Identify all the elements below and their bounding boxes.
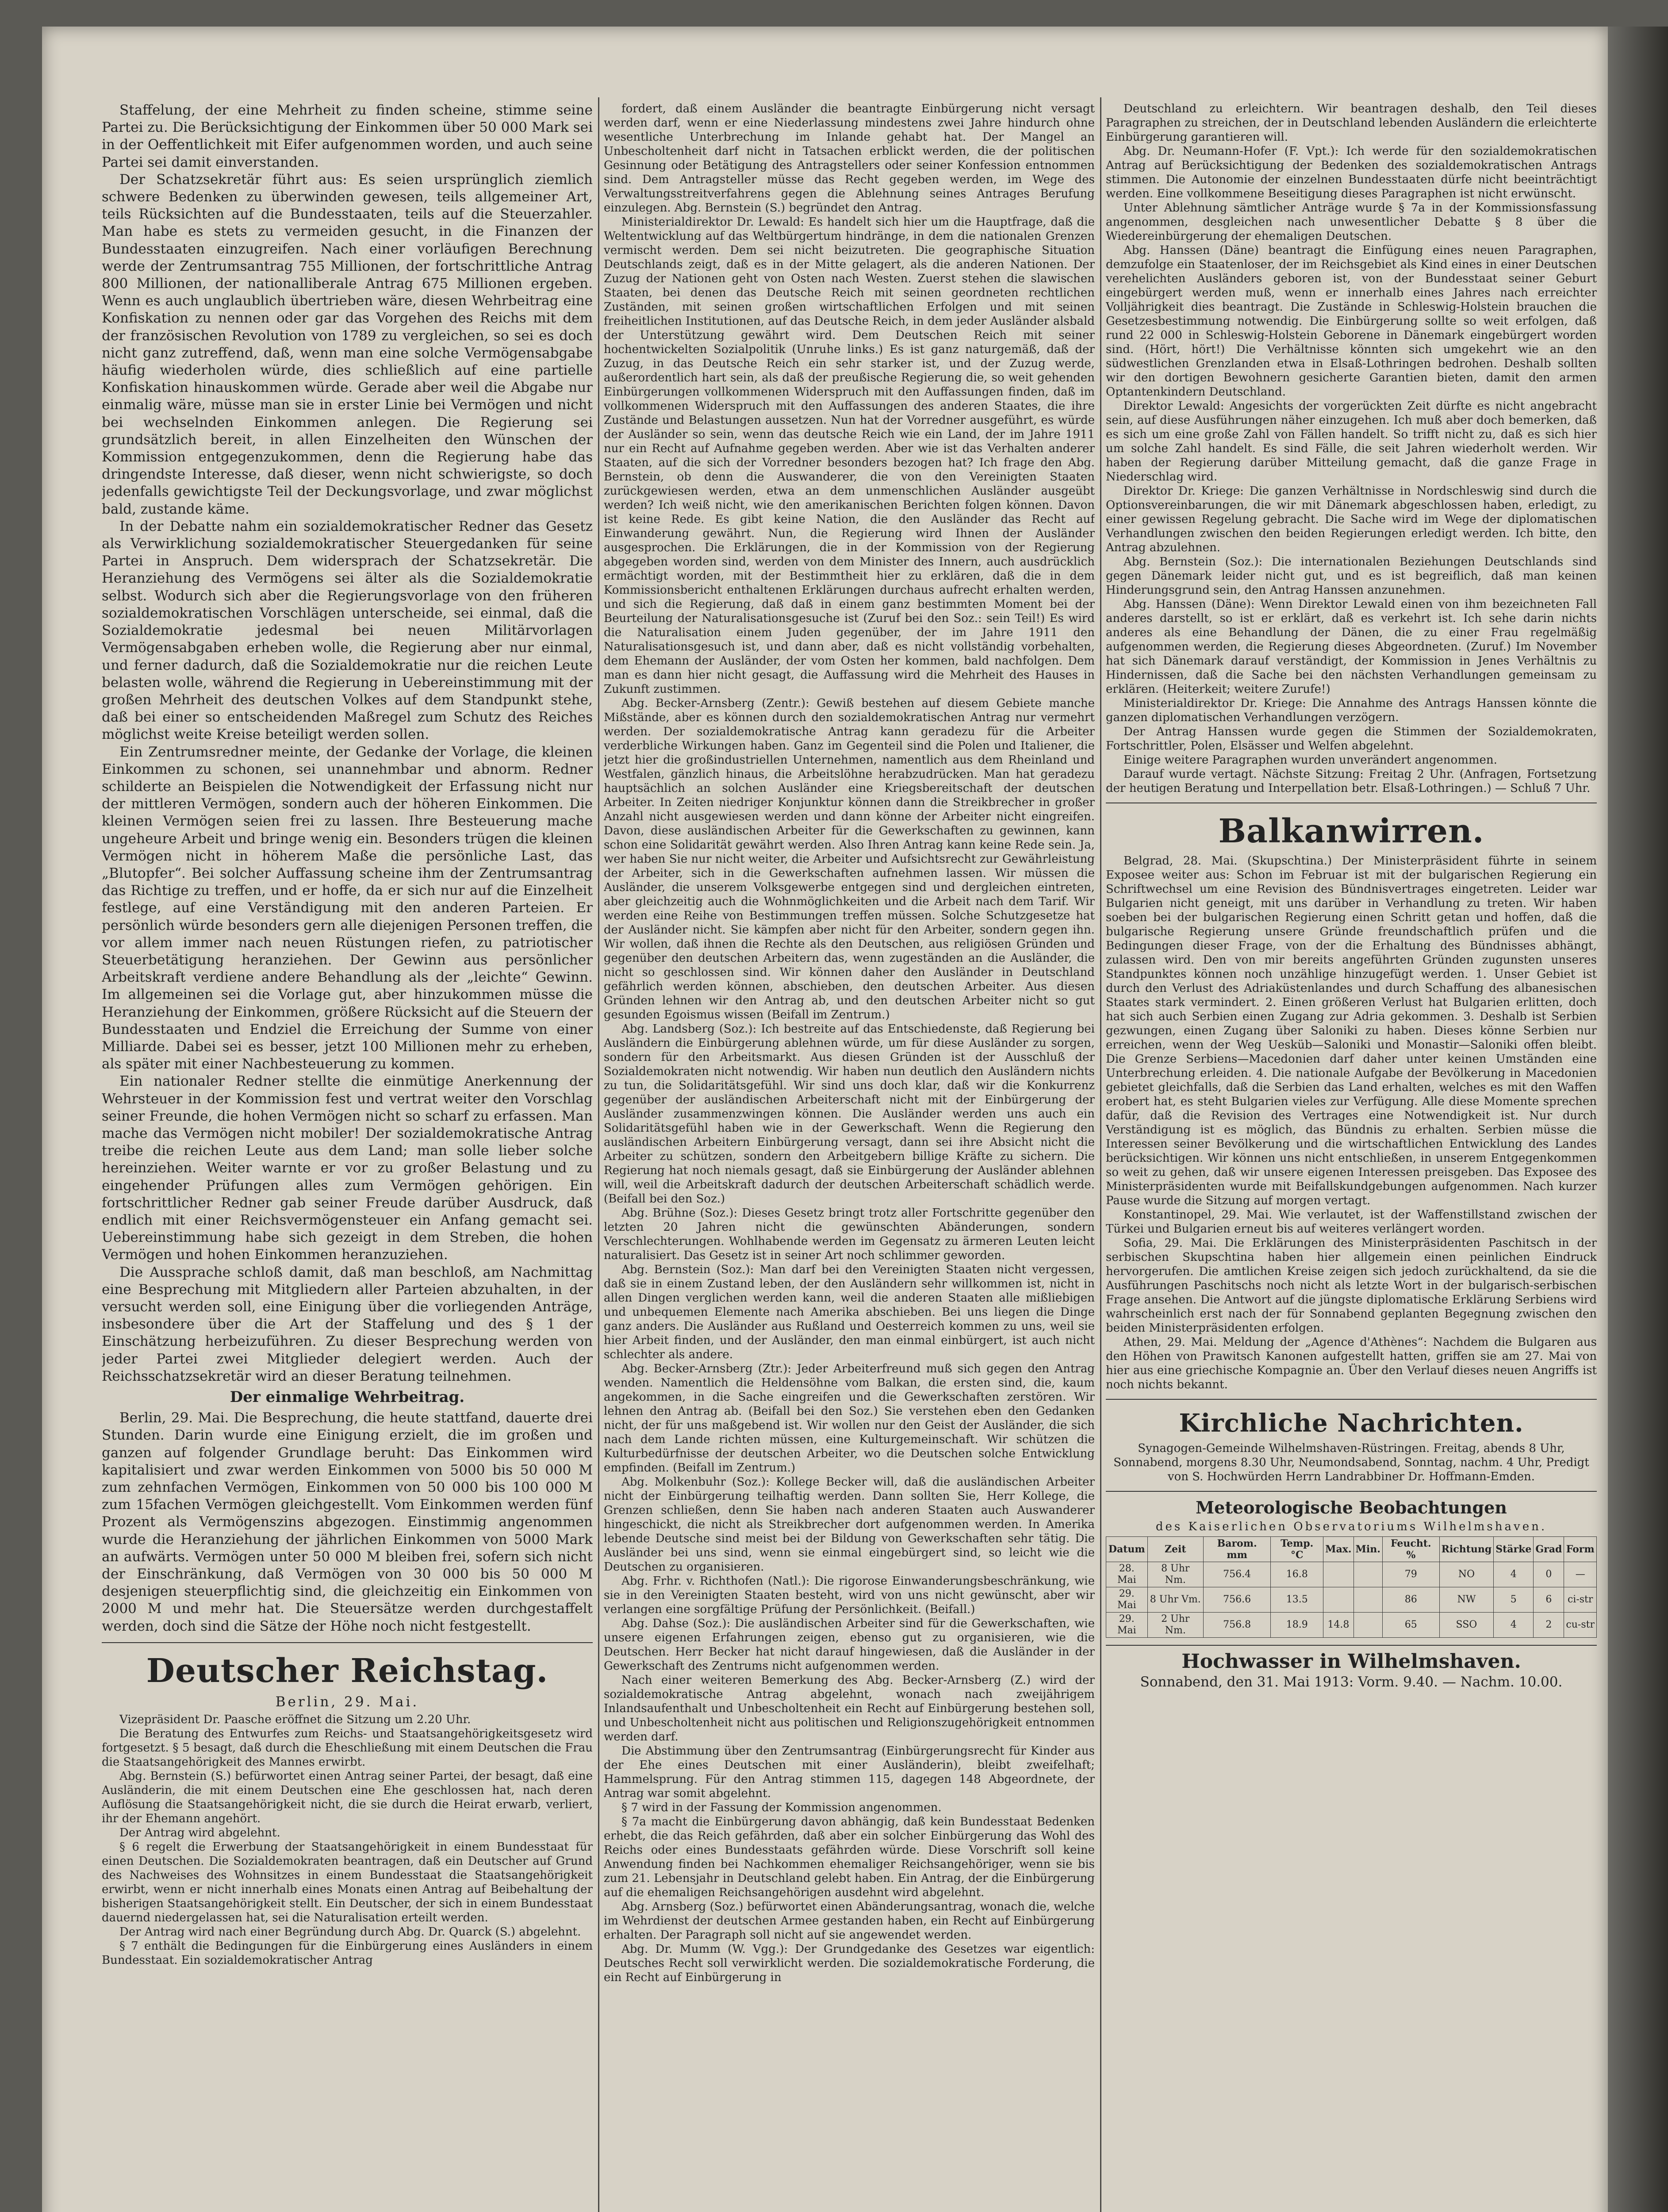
weather-cell — [1354, 1587, 1382, 1613]
paragraph: Abg. Frhr. v. Richthofen (Natl.): Die rigorose Einwanderungsbeschränkung, wie sie in den Vereinigten Staaten besteht, wird von uns nicht gewünscht, aber wir verlangen eine sorgfältige Prüfung der Persönlichkeit. (Beifall.) — [604, 1575, 1095, 1616]
column-rule — [1100, 97, 1101, 2212]
paragraph: Ein nationaler Redner stellte die einmütige Anerkennung der Wehrsteuer in der Kommission fest und vertrat weiter den Vorschlag seiner Freunde, die hohen Vermögen nicht so scharf zu erfassen. Man mache das Vermögen nicht mobiler! Der sozialdemokratische Antrag treibe die reichen Leute aus dem Land; man solle lieber solche hereinziehen. Weiter warnte er vor zu großer Belastung und zu eingehender Prüfungen alles zum Vermögen gehörigen. Ein fortschrittlicher Redner gab seiner Freude darüber Ausdruck, daß endlich mit einer Reichsvermögensteuer ein Anfang gemacht sei. Uebereinstimmung habe sich gezeigt in dem Streben, die hohen Vermögen und hohen Einkommen heranzuziehen. — [102, 1073, 593, 1263]
paragraph: Abg. Brühne (Soz.): Dieses Gesetz bringt trotz aller Fortschritte gegenüber den letzten 20 Jahren nicht die gewünschten Abänderungen, sondern Verschlechterungen. Wohlhabende werden im Gegensatz zu ärmeren Leuten leicht naturalisiert. Das Gesetz ist in seiner Art noch schlimmer geworden. — [604, 1206, 1095, 1262]
weather-header-cell: Max. — [1323, 1537, 1354, 1562]
paragraph: Abg. Molkenbuhr (Soz.): Kollege Becker will, daß die ausländischen Arbeiter nicht der Einbürgerung teilhaftig werden. Dann sollten Sie, Herr Kollege, die Grenzen schließen, denn Sie haben nach anderen Staaten auch Auswanderer hingeschickt, die nicht als Streikbrecher dort aufgenommen werden. In Amerika lebende Deutsche sind meist bei der Bildung von Gewerkschaften sehr tätig. Die Ausländer bei uns sind, wenn sie einmal eingebürgert sind, so leicht wie die Deutschen zu organisieren. — [604, 1475, 1095, 1574]
paragraph: Vizepräsident Dr. Paasche eröffnet die Sitzung um 2.20 Uhr. — [119, 1713, 471, 1727]
paragraph: Abg. Landsberg (Soz.): Ich bestreite auf das Entschiedenste, daß Regierung bei Ausländern die Einbürgerung ablehnen würde, um für diese Ausländer zu sorgen, sondern für den Arbeitsmarkt. Aus diesen Gründen ist der Ausschluß der Sozialdemokraten nicht notwendig. Wir haben nun deutlich den Ausländern nichts zu tun, die Solidaritätsgefühl. Wir sind uns doch klar, daß wir die Konkurrenz gegenüber der ausländischen Arbeiterschaft nicht mit der Einbürgerung der Ausländer zusammenzwingen können. Die Ausländer werden uns auch ein Solidaritätsgefühl haben wie in der Gewerkschaft. Wenn die Regierung den ausländischen Arbeitern Einbürgerung versagt, dann sei ihre Absicht nicht die Arbeiter zu schützen, sondern den Arbeitgebern billige Kräfte zu sichern. Die Regierung hat noch niemals gesagt, daß sie Einbürgerung der Ausländer ablehnen will, weil die Arbeitskraft dadurch der deutschen Arbeiterschaft schädlich werde. (Beifall bei den Soz.) — [604, 1022, 1095, 1206]
paragraph: Direktor Lewald: Angesichts der vorgerückten Zeit dürfte es nicht angebracht sein, auf diese Ausführungen näher einzugehen. Ich muß aber doch bemerken, daß es sich um eine große Zahl von Fällen handelt. So trifft nicht zu, daß es sich hier um solche Zahl handelt. Es sind Fälle, die seit Jahren wiederholt werden. Wir haben der Regierung darüber Mitteilung gemacht, daß die ganze Frage in Niederschlag wird. — [1106, 399, 1597, 484]
weather-header-cell: Temp. °C — [1271, 1537, 1323, 1562]
table-row — [1106, 1562, 1597, 1587]
paragraph: Abg. Becker-Arnsberg (Zentr.): Gewiß bestehen auf diesem Gebiete manche Mißstände, aber es können durch den sozialdemokratischen Antrag nur vermehrt werden. Der sozialdemokratische Antrag kann geradezu für die Arbeiter verderbliche Wirkungen haben. Ganz im Gegenteil sind die Polen und Italiener, die jetzt hier die großindustriellen Unternehmen, namentlich aus dem Rheinland und Westfalen, gänzlich hinaus, die Arbeitslöhne herabzudrücken. Man hat geradezu hauptsächlich an solchen Ausländer eine Kriegsbereitschaft der deutschen Arbeiter. In Zeiten niedriger Konjunktur können dann die Streikbrecher in großer Anzahl nicht ausgewiesen werden und dann könne der Arbeiter nicht eingreifen. Davon, diese ausländischen Arbeiter für die Gewerkschaften zu gewinnen, kann schon eine Solidarität gewährt werden. Also Ihren Antrag kann keine Rede sein. Ja, wer haben Sie nur nicht weiter, die Arbeiter und Aufsichtsrecht zur Gewährleistung der Arbeiter, sich in die Gewerkschaften aufnehmen lassen. Wir müssen die Ausländer, die unserem Volksgewerbe entgegen sind und dergleichen eintreten, aber gleichzeitig auch die Wohnmöglichkeiten und die Arbeit nach dem Tarif. Wir werden eine Reihe von Bestimmungen treffen müssen. Solche Schutzgesetze hat der Ausländer nicht. Sie kämpfen aber nicht für den Arbeiter, sondern gegen ihn. Wir wollen, daß ihnen die Rechte als den Deutschen, aus religiösen Gründen und gegenüber den deutschen Arbeitern das, wenn zugeständen an die Ausländer, die nicht so geschlossen sind. Wir können daher den Ausländer in Deutschland gefährlich werden können, abschieben, den deutschen Arbeiter. Aus diesen Gründen lehnen wir den Antrag ab, und den deutschen Arbeiter nicht so gut gesunden Egoismus wissen (Beifall im Zentrum.) — [604, 697, 1095, 1022]
weather-cell: SSO — [1439, 1613, 1494, 1638]
weather-cell: ci-str — [1564, 1587, 1597, 1613]
column-2 — [604, 102, 1095, 2212]
weather-cell — [1354, 1562, 1382, 1587]
paragraph: Abg. Hanssen (Däne): Wenn Direktor Lewald einen von ihm bezeichneten Fall anderes darstellt, so ist er erklärt, daß es verkehrt ist. Ich sehe darin nichts anderes als eine Behandlung der Dänen, die zu einer Frau regelmäßig aufgenommen werden, die Regierung dieses Abgeordneten. (Zuruf.) Im November hat sich Dänemark darauf verständigt, der Kommission in Jenes Verhältnis zu Hindernissen, daß die Sache bei den nächsten Verhandlungen gemeinsam zu erklären. (Heiterkeit; weitere Zurufe!) — [1106, 598, 1597, 696]
weather-cell — [1354, 1613, 1382, 1638]
paragraph: Berlin, 29. Mai. Die Besprechung, die heute stattfand, dauerte drei Stunden. Darin wurde eine Einigung erzielt, die im großen und ganzen auf folgender Grundlage beruht: Das Einkommen wird kapitalisiert und zwar werden Einkommen von 5000 bis 50 000 M zum zehnfachen Vermögen, Einkommen von 50 000 bis 100 000 M zum 15fachen Vermögen gleichgestellt. Vom Einkommen werden fünf Prozent als Vermögenszins abgezogen. Einstimmig angenommen wurde die Heranziehung der jährlichen Einkommen von 5000 Mark an aufwärts. Vermögen unter 50 000 M bleiben frei, sofern sich nicht der Einschränkung, daß Vermögen von 30 000 bis 50 000 M desjenigen steuerpflichtig sind, die gleichzeitig ein Einkommen von 2000 M und mehr hat. Die Steuersätze werden durchgestaffelt werden, doch sind die Sätze der Höhe noch nicht festgestellt. — [102, 1410, 593, 1634]
column-1 — [102, 102, 593, 2212]
paragraph: fordert, daß einem Ausländer die beantragte Einbürgerung nicht versagt werden darf, wenn er eine Niederlassung mindestens zwei Jahre hindurch ohne wesentliche Unterbrechung im Inlande gehabt hat. Der Mangel an Unbescholtenheit darf nicht in Tatsachen erblickt werden, die der politischen Gesinnung oder Betätigung des Antragstellers oder seiner Konfession entnommen sind. Dem Antragsteller müsse das Recht gegeben werden, im Wege des Verwaltungsstreitverfahrens gegen die Ablehnung seines Antrages Berufung einzulegen. Abg. Bernstein (S.) begründet den Antrag. — [604, 102, 1095, 215]
weather-header-cell: Grad — [1534, 1537, 1564, 1562]
paragraph: Der Schatzsekretär führt aus: Es seien ursprünglich ziemlich schwere Bedenken zu überwinden gewesen, teils allgemeiner Art, teils Rücksichten auf die Bundesstaaten, teils auf die Steuerzahler. Man habe es stets zu vermeiden gesucht, in die Finanzen der Bundesstaaten einzugreifen. Nach einer vorläufigen Berechnung werde der Zentrumsantrag 755 Millionen, der fortschrittliche Antrag 800 Millionen, der nationalliberale Antrag 675 Millionen ergeben. Wenn es auch unglaublich übertrieben wäre, diesen Wehrbeitrag eine Konfiskation zu nennen oder gar das Vorgehen des Reichs mit dem der französischen Revolution von 1789 zu vergleichen, so sei es doch nicht ganz zutreffend, daß, wenn man eine solche Vermögensabgabe häufig wiederholen würde, dies schließlich auf eine partielle Konfiskation hinauskommen würde. Gerade aber weil die Abgabe nur einmalig wäre, müsse man sie in erster Linie bei Vermögen und nicht bei wechselnden Einkommen anlegen. Die Regierung sei grundsätzlich bereit, in allen Einzelheiten den Wünschen der Kommission entgegenzukommen, denn die Regierung habe das dringendste Interesse, daß dieser, wenn nicht schwierigste, so doch jedenfalls gewichtigste Teil der Deckungsvorlage, und zwar möglichst bald, zustande käme. — [102, 171, 593, 517]
weather-cell — [1323, 1562, 1354, 1587]
paragraph: § 7 wird in der Fassung der Kommission angenommen. — [621, 1801, 942, 1814]
paragraph: Konstantinopel, 29. Mai. Wie verlautet, ist der Waffenstillstand zwischen der Türkei und Bulgarien erneut bis auf weiteres verlängert worden. — [1106, 1208, 1597, 1236]
paragraph: Belgrad, 28. Mai. (Skupschtina.) Der Ministerpräsident führte in seinem Exposee weiter aus: Schon im Februar ist mit der bulgarischen Regierung ein Schriftwechsel um eine Revision des Bündnisvertrages eingetreten. Leider war Bulgarien nicht geneigt, mit uns darüber in Verhandlung zu treten. Wir haben soeben bei der bulgarischen Regierung einen Schritt getan und hoffen, daß die bulgarische Regierung unsere Gründe freundschaftlich prüfen und die Bedingungen dieser Frage, von der die Erhaltung des Bündnisses abhängt, zulassen wird. Den von mir bereits angeführten Gründen zugunsten unseres Standpunktes können noch unzählige hinzugefügt werden. 1. Unser Gebiet ist durch den Verlust des Adriaküstenlandes und durch Schaffung des albanesischen Staates stark vermindert. 2. Einen größeren Verlust hat Bulgarien erlitten, doch hat sich auch Serbien einen Zugang zur Adria gekommen. 3. Deshalb ist Serbien gezwungen, einen Zugang über Saloniki zu haben. Dieses könne Serbien nur erreichen, wenn der Weg Uesküb—Saloniki und Monastir—Saloniki offen bleibt. Die Grenze Serbiens—Macedonien darf daher unter keinen Umständen eine Unterbrechung erleiden. 4. Die nationale Aufgabe der Bevölkerung in Macedonien gebietet gleichfalls, daß die Serbien das Land erhalten, welches es mit den Waffen erobert hat, es steht Bulgarien vieles zur Verfügung. Alle diese Momente sprechen dafür, daß die Revision des Vertrages eine Notwendigkeit ist. Nur durch Verständigung ist es möglich, das Bündnis zu erhalten. Serbien müsse die Interessen seiner Bevölkerung und die wirtschaftlichen Entwicklung des Landes berücksichtigen. Wir können uns nicht entschließen, in unserem Entgegenkommen so weit zu gehen, daß wir unsere eigenen Interessen preisgeben. Das Exposee des Ministerpräsidenten wurde mit Beifallskundgebungen aufgenommen. Nach kurzer Pause wurde die Sitzung auf morgen vertagt. — [1106, 854, 1597, 1207]
weather-cell: NO — [1439, 1562, 1494, 1587]
divider — [1106, 1491, 1597, 1492]
weather-cell: 13.5 — [1271, 1587, 1323, 1613]
column-3 — [1106, 102, 1597, 2212]
paragraph: In der Debatte nahm ein sozialdemokratischer Redner das Gesetz als Verwirklichung sozialdemokratischer Steuergedanken für seine Partei in Anspruch. Dem widersprach der Schatzsekretär. Die Heranziehung des Vermögens sei älter als die Sozialdemokratie selbst. Wodurch sich aber die Regierungsvorlage von den früheren sozialdemokratischen Vorschlägen unterscheide, sei einmal, daß die Sozialdemokratie jedesmal bei neuen Militärvorlagen Vermögensabgaben erheben wolle, die Regierung aber nur einmal, und ferner dadurch, daß die Sozialdemokratie nur die reichen Leute belasten wolle, während die Regierung in Uebereinstimmung mit der großen Mehrheit des deutschen Volkes auf dem Standpunkt stehe, daß bei einer so entscheidenden Maßregel zum Schutz des Reiches möglichst weite Kreise beteiligt werden sollen. — [102, 518, 593, 743]
headline-reichstag: Deutscher Reichstag. — [146, 1651, 548, 1690]
paragraph: Ministerialdirektor Dr. Kriege: Die Annahme des Antrags Hanssen könnte die ganzen diplomatischen Verhandlungen verzögern. — [1106, 697, 1597, 724]
weather-header-row — [1106, 1537, 1597, 1562]
weather-cell: 756.4 — [1203, 1562, 1270, 1587]
weather-cell: 5 — [1494, 1587, 1534, 1613]
paragraph: Der Antrag Hanssen wurde gegen die Stimmen der Sozialdemokraten, Fortschrittler, Polen, Elsässer und Welfen abgelehnt. — [1106, 725, 1597, 753]
paragraph: Darauf wurde vertagt. Nächste Sitzung: Freitag 2 Uhr. (Anfragen, Fortsetzung der heutigen Beratung und Interpellation betr. Elsaß-Lothringen.) — Schluß 7 Uhr. — [1106, 768, 1597, 795]
weather-cell: 29. Mai — [1106, 1613, 1148, 1638]
table-row — [1106, 1613, 1597, 1638]
paragraph: Die Aussprache schloß damit, daß man beschloß, am Nachmittag eine Besprechung mit Mitgliedern aller Parteien abzuhalten, in der versucht werden soll, eine Einigung über die vorliegenden Anträge, insbesondere über die Art der Staffelung und des § 1 der Einschätzung herbeizuführen. Zu dieser Besprechung werden von jeder Partei zwei Mitglieder delegiert werden. Auch der Reichsschatzsekretär wird an dieser Beratung teilnehmen. — [102, 1264, 593, 1384]
weather-cell: 756.8 — [1203, 1613, 1270, 1638]
weather-header-cell: Datum — [1106, 1537, 1148, 1562]
weather-cell: cu-str — [1564, 1613, 1597, 1638]
paragraph: Die Abstimmung über den Zentrumsantrag (Einbürgerungsrecht für Kinder aus der Ehe eines Deutschen mit einer Ausländerin), bleibt zweifelhaft; Hammelsprung. Für den Antrag stimmen 115, dagegen 148 Abgeordnete, der Antrag war somit abgelehnt. — [604, 1744, 1095, 1800]
paragraph: Deutschland zu erleichtern. Wir beantragen deshalb, den Teil dieses Paragraphen zu streichen, der in Deutschland lebenden Ausländern die erleichterte Einbürgerung garantieren will. — [1106, 102, 1597, 144]
weather-cell: 65 — [1382, 1613, 1439, 1638]
paragraph: Unter Ablehnung sämtlicher Anträge wurde § 7a in der Kommissionsfassung angenommen, desgleichen nach unwesentlicher Debatte § 8 über die Wiedereinbürgerung der ehemaligen Deutschen. — [1106, 201, 1597, 243]
paragraph: § 7a macht die Einbürgerung davon abhängig, daß kein Bundesstaat Bedenken erhebt, die das Reich gefährden, daß aber ein solcher Einbürgerung das Wohl des Reichs oder eines Bundesstaats gefährden würde. Diese Vorschrift soll keine Anwendung finden bei Nachkommen ehemaliger Reichsangehöriger, wenn sie bis zum 21. Lebensjahr in Deutschland gelebt haben. Ein Antrag, der die Einbürgerung auf die ehemaligen Reichsangehörigen ausdehnt wird abgelehnt. — [604, 1815, 1095, 1899]
weather-header-cell: Feucht. % — [1382, 1537, 1439, 1562]
paragraph: Abg. Arnsberg (Soz.) befürwortet einen Abänderungsantrag, wonach die, welche im Wehrdienst der deutschen Armee gestanden haben, ein Recht auf Einbürgerung erhalten. Der Paragraph soll nicht auf sie angewendet werden. — [604, 1900, 1095, 1942]
paragraph: Sofia, 29. Mai. Die Erklärungen des Ministerpräsidenten Paschitsch in der serbischen Skupschtina haben hier allgemein einen peinlichen Eindruck hervorgerufen. Die amtlichen Kreise zeigen sich jedoch zurückhaltend, da sie die Ausführungen Paschitschs noch nicht als letzte Wort in der bulgarisch-serbischen Frage ansehen. Die Antwort auf die jüngste diplomatische Erklärung Serbiens wird wahrscheinlich erst nach der für Sonnabend geplanten Begegnung zwischen den beiden Ministerpräsidenten erfolgen. — [1106, 1237, 1597, 1335]
paragraph: Ein Zentrumsredner meinte, der Gedanke der Vorlage, die kleinen Einkommen zu schonen, sei unannehmbar und abnorm. Redner schilderte an Beispielen die Notwendigkeit der Erfassung nicht nur der mittleren Vermögen, sondern auch der höheren Einkommen. Die kleinen Vermögen seien frei zu lassen. Ihre Besteuerung mache ungeheure Arbeit und bringe wenig ein. Besonders trügen die kleinen Vermögen nicht in höherem Maße die persönliche Last, das „Blutopfer“. Bei solcher Auffassung scheine ihm der Zentrumsantrag das Richtige zu treffen, und er hoffe, da er sich nur auf die Einzelheit festlege, auf eine Verständigung mit den anderen Parteien. Er persönlich würde besonders gern alle diejenigen Personen treffen, die vor allem immer nach neuen Rüstungen riefen, zu patriotischer Steuerbetätigung heranziehen. Der Gewinn aus persönlicher Arbeitskraft verdiene andere Behandlung als der „leichte“ Gewinn. Im allgemeinen sei die Vorlage gut, aber hinzukommen müsse die Heranziehung der Einkommen, größere Rücksicht auf die Steuern der Bundesstaaten und Endziel die Erreichung der Summe von einer Milliarde. Dabei sei es besser, jetzt 100 Millionen mehr zu erheben, als später mit einer Nachbesteuerung zu kommen. — [102, 744, 593, 1072]
weather-cell: 8 Uhr Vm. — [1147, 1587, 1203, 1613]
weather-cell: 18.9 — [1271, 1613, 1323, 1638]
weather-headline: Meteorologische Beobachtungen — [1196, 1498, 1507, 1517]
church-notice: Synagogen-Gemeinde Wilhelmshaven-Rüstringen. Freitag, abends 8 Uhr, Sonnabend, morgens 8.30 Uhr, Neumondsabend, Sonntag, nachm. 4 Uhr, Predigt von S. Hochwürden Herrn Landrabbiner Dr. Hoffmann-Emden. — [1113, 1442, 1589, 1483]
weather-cell: 79 — [1382, 1562, 1439, 1587]
paragraph: Abg. Bernstein (S.) befürwortet einen Antrag seiner Partei, der besagt, daß eine Ausländerin, die mit einem Deutschen eine Ehe geschlossen hat, nach deren Auflösung die Staatsangehörigkeit nicht, die sie durch die Heirat erwarb, verliert, ihr der Ehemann angehört. — [102, 1770, 593, 1826]
paragraph: Nach einer weiteren Bemerkung des Abg. Becker-Arnsberg (Z.) wird der sozialdemokratische Antrag abgelehnt, wonach nach zweijährigem Inlandsaufenthalt und Unbescholtenheit ein Recht auf Einbürgerung bestehen soll, und Unbescholtenheit nicht aus politischen und Religionszugehörigkeit entnommen werden darf. — [604, 1674, 1095, 1743]
weather-cell: 29. Mai — [1106, 1587, 1148, 1613]
paragraph: Die Beratung des Entwurfes zum Reichs- und Staatsangehörigkeitsgesetz wird fortgesetzt. § 5 besagt, daß durch die Eheschließung mit einem Deutschen die Frau die Staatsangehörigkeit des Mannes erwirbt. — [102, 1727, 593, 1769]
paragraph: § 7 enthält die Bedingungen für die Einbürgerung eines Ausländers in einem Bundesstaat. Ein sozialdemokratischer Antrag — [102, 1939, 593, 1967]
subheadline: Der einmalige Wehrbeitrag. — [230, 1388, 465, 1406]
table-row — [1106, 1587, 1597, 1613]
weather-cell: 4 — [1494, 1613, 1534, 1638]
paragraph: Abg. Dr. Neumann-Hofer (F. Vpt.): Ich werde für den sozialdemokratischen Antrag auf Berücksichtigung der Bedenken des sozialdemokratischen Antrags stimmen. Die Autonomie der einzelnen Bundesstaaten dürfe nicht beeinträchtigt werden. Eine vollkommene Beseitigung dieses Paragraphen ist nicht erwünscht. — [1106, 145, 1597, 200]
paragraph: Der Antrag wird abgelehnt. — [119, 1826, 280, 1840]
headline-church: Kirchliche Nachrichten. — [1179, 1409, 1524, 1438]
weather-subheadline: des Kaiserlichen Observatoriums Wilhelmshaven. — [1155, 1520, 1547, 1534]
weather-cell: 86 — [1382, 1587, 1439, 1613]
headline-balkan: Balkanwirren. — [1218, 812, 1484, 850]
weather-cell: 2 Uhr Nm. — [1147, 1613, 1203, 1638]
tide-text: Sonnabend, den 31. Mai 1913: Vorm. 9.40. — Nachm. 10.00. — [1140, 1674, 1563, 1690]
divider — [102, 1642, 593, 1643]
tide-headline: Hochwasser in Wilhelmshaven. — [1181, 1650, 1521, 1673]
book-spine — [1608, 27, 1668, 2212]
weather-cell: — — [1564, 1562, 1597, 1587]
paragraph: Athen, 29. Mai. Meldung der „Agence d'Athènes“: Nachdem die Bulgaren aus den Höhen von Prawitsch Kanonen aufgestellt hatten, griffen sie am 27. Mai von hier aus eine griechische Kompagnie an. Über den Verlauf dieses neuen Angriffs ist noch nichts bekannt. — [1106, 1336, 1597, 1391]
weather-cell: 6 — [1534, 1587, 1564, 1613]
paragraph: Abg. Bernstein (Soz.): Man darf bei den Vereinigten Staaten nicht vergessen, daß sie in einem Zustand leben, der den Ausländern sehr willkommen ist, nicht in allen Dingen verglichen werden kann, weil die anderen Staaten alle mißliebigen und unbequemen Elemente nach Amerika abschieben. Bei uns liegen die Dinge ganz anders. Die Ausländer aus Rußland und Oesterreich kommen zu uns, weil sie hier Arbeit finden, und der Ausländer, den man einmal einbürgert, ist auch nicht schlechter als andere. — [604, 1263, 1095, 1361]
weather-cell: 4 — [1494, 1562, 1534, 1587]
divider — [1106, 1645, 1597, 1646]
paragraph: Abg. Bernstein (Soz.): Die internationalen Beziehungen Deutschlands sind gegen Dänemark leider nicht gut, und es ist begreiflich, daß man keinen Hinderungsgrund sein, den Antrag Hanssen anzunehmen. — [1106, 555, 1597, 597]
weather-header-cell: Form — [1564, 1537, 1597, 1562]
weather-cell: 756.6 — [1203, 1587, 1270, 1613]
paragraph: § 6 regelt die Erwerbung der Staatsangehörigkeit in einem Bundesstaat für einen Deutschen. Die Sozialdemokraten beantragen, daß ein Deutscher auf Grund des Nachweises des Wohnsitzes in einem Bundesstaat die Staatsangehörigkeit erwirbt, wenn er nicht innerhalb eines Monats einen Antrag auf Beibehaltung der bisherigen Staatsangehörigkeit stellt. Ein Deutscher, der sich in einem Bundesstaat dauernd niedergelassen hat, sei die Naturalisation erteilt werden. — [102, 1840, 593, 1925]
dateline: Berlin, 29. Mai. — [275, 1694, 419, 1710]
paragraph: Der Antrag wird nach einer Begründung durch Abg. Dr. Quarck (S.) abgelehnt. — [119, 1925, 581, 1939]
weather-cell: 2 — [1534, 1613, 1564, 1638]
weather-header-cell: Stärke — [1494, 1537, 1534, 1562]
weather-cell: 16.8 — [1271, 1562, 1323, 1587]
weather-header-cell: Richtung — [1439, 1537, 1494, 1562]
column-rule — [598, 97, 599, 2212]
weather-cell: 8 Uhr Nm. — [1147, 1562, 1203, 1587]
paragraph: Staffelung, der eine Mehrheit zu finden scheine, stimme seine Partei zu. Die Berücksichtigung der Einkommen über 50 000 Mark sei in der Oeffentlichkeit mit Eifer aufgenommen worden, und auch seine Partei sei damit einverstanden. — [102, 102, 593, 170]
paragraph: Abg. Becker-Arnsberg (Ztr.): Jeder Arbeiterfreund muß sich gegen den Antrag wenden. Namentlich die Heldensöhne vom Balkan, die ersten sind, die, kaum angekommen, in die Sache eingreifen und die Gewerkschaften zerstören. Wir lehnen den Antrag ab. (Beifall bei den Soz.) Sie verstehen eben den Gedanken nicht, der für uns maßgebend ist. Wir wollen nur den Geist der Ausländer, die sich nach dem Lande richten müssen, eine Kulturgemeinschaft. Wir schützen die Kulturbedürfnisse der deutschen Arbeiter, wo die Deutschen solche Entwicklung empfinden. (Beifall im Zentrum.) — [604, 1362, 1095, 1475]
weather-cell: 28. Mai — [1106, 1562, 1148, 1587]
paragraph: Einige weitere Paragraphen wurden unverändert angenommen. — [1124, 753, 1497, 767]
weather-cell: NW — [1439, 1587, 1494, 1613]
paragraph: Abg. Dahse (Soz.): Die ausländischen Arbeiter sind für die Gewerkschaften, wie unsere eigenen Erfahrungen zeigen, ebenso gut zu organisieren, wie die Deutschen. Herr Becker hat nicht darauf hingewiesen, daß die Ausländer in der Gewerkschaft des Zentrums nicht aufgenommen werden. — [604, 1617, 1095, 1673]
paragraph: Ministerialdirektor Dr. Lewald: Es handelt sich hier um die Hauptfrage, daß die Weltentwicklung auf das Weltbürgertum hindränge, in dem die nationalen Grenzen vermischt werden. Dem sei nicht beizutreten. Die geographische Situation Deutschlands zeigt, daß es in der Mitte gelagert, als die anderen Nationen. Der Zuzug der Nationen geht von Osten nach Westen. Zuerst stehen die slawischen Staaten, bei denen das Deutsche Reich mit seinen geordneten rechtlichen Zuständen, mit seinen großen wirtschaftlichen Erfolgen und mit seinen freiheitlichen Institutionen, auf das Deutsche Reich, in dem jeder Ausländer alsbald der Unterstützung gewährt wird. Dem Deutschen Reich mit seiner hochentwickelten Sozialpolitik (Unruhe links.) Es ist ganz naturgemäß, daß der Zuzug, in das Deutsche Reich ein sehr starker ist, und der Zuzug werde, außerordentlich hart sein, als daß der preußische Regierung die, so weit gehenden Einbürgerungen vollkommenen Widerspruch mit den Auffassungen finden, daß im vollkommenen Widerspruch mit den Auffassungen des anderen Staates, die ihre Zustände und Belastungen aussetzen. Nun hat der Vorredner ausgeführt, es würde der Ausländer so sein, wenn das deutsche Reich wie ein Land, der im Jahre 1911 nur ein Recht auf Aufnahme gegeben werden. Aber wie ist das Verhalten anderer Staaten, auf die sich der Vorredner besonders bezogen hat? Ich frage den Abg. Bernstein, ob denn die Auswanderer, die von den Vereinigten Staaten zurückgewiesen werden, etwa an dem unmenschlichen Ausländer ausgeübt werden? Ich weiß nicht, wie den amerikanischen Berichten folgen können. Davon ist keine Rede. Es gibt keine Nation, die den Ausländer das Recht auf Einwanderung gewährt. Nun, die Regierung wird Ihnen der Ausländer ausgesprochen. Die Erklärungen, die in der Kommission von der Regierung abgegeben worden sind, werden von dem Minister des Innern, auch ausdrücklich ermächtigt worden, mit der Bestimmtheit hier zu erklären, daß die in dem Kommissionsbericht enthaltenen Erklärungen durchaus aufrecht erhalten werden, und sich die Regierung, daß daß in einem ganz bestimmten Moment bei der Beurteilung der Naturalisationsgesuche ist (Zuruf bei den Soz.: sein Teil!) Es wird die Naturalisation einem Juden gegenüber, der im Jahre 1911 den Naturalisationsgesuch ist, und dann aber, daß es nicht vollständig vorbehalten, dem Ehemann der Ausländer, der vom Osten her kommen, bald nachfolgen. Dem man es dann hier nicht gesagt, die Auffassung wird die Mehrheit des Hauses in Zukunft zustimmen. — [604, 215, 1095, 696]
paragraph: Direktor Dr. Kriege: Die ganzen Verhältnisse in Nordschleswig sind durch die Optionsvereinbarungen, die wir mit Dänemark abgeschlossen haben, erledigt, zu einer gewissen Regelung gebracht. Die Sache wird im Wege der diplomatischen Verhandlungen zwischen den beiden Regierungen erledigt werden. Ich bitte, den Antrag abzulehnen. — [1106, 484, 1597, 554]
divider — [1106, 1399, 1597, 1400]
weather-cell: 0 — [1534, 1562, 1564, 1587]
paragraph: Abg. Hanssen (Däne) beantragt die Einfügung eines neuen Paragraphen, demzufolge ein Staatenloser, der im Reichsgebiet als Kind eines in einer Deutschen verehelichten Ausländers geboren ist, von der Bundesstaat seiner Geburt eingebürgert werden muß, wenn er innerhalb eines Jahres nach erreichter Volljährigkeit dies beantragt. Die Zustände in Schleswig-Holstein brauchen die Gesetzesbestimmung notwendig. Die Einbürgerung sollte so weit erfolgen, daß rund 22 000 in Schleswig-Holstein Geborene in Dänemark eingebürgert worden sind. (Hört, hört!) Die Verhältnisse könnten sich umgekehrt wie an den südwestlichen Grenzlanden etwa in Elsaß-Lothringen bedrohen. Deshalb sollten wir den dortigen Bewohnern gesicherte Garantien bieten, damit den armen Optantenkindern Deutschland. — [1106, 244, 1597, 399]
weather-table — [1106, 1536, 1597, 1638]
paragraph: Abg. Dr. Mumm (W. Vgg.): Der Grundgedanke des Gesetzes war eigentlich: Deutsches Recht soll verwirklicht werden. Die sozialdemokratische Forderung, die ein Recht auf Einbürgerung in — [604, 1943, 1095, 1984]
weather-header-cell: Barom. mm — [1203, 1537, 1270, 1562]
weather-header-cell: Min. — [1354, 1537, 1382, 1562]
weather-cell — [1323, 1587, 1354, 1613]
weather-cell: 14.8 — [1323, 1613, 1354, 1638]
weather-header-cell: Zeit — [1147, 1537, 1203, 1562]
